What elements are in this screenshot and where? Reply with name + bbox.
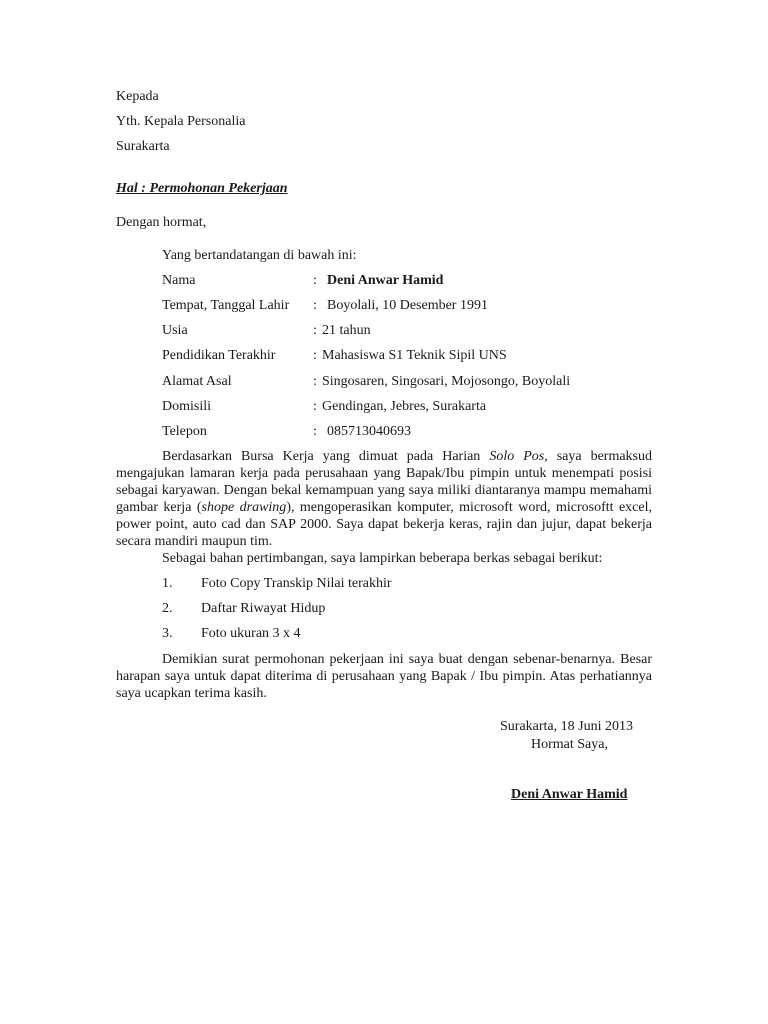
body-text: , saya bermaksud mengajukan lamaran kerja pada perusahaan yang Bapak/Ibu pimpin untuk menempati posisi sebagai karyawan. Dengan bekal kemampuan yang saya miliki diantaranya mampu memahami gambar kerja ( bbox=[116, 449, 652, 515]
identity-value-birth: Boyolali, 10 Desember 1991 bbox=[327, 298, 488, 313]
attachment-item: Foto Copy Transkip Nilai terakhir bbox=[201, 576, 392, 591]
identity-colon: : bbox=[313, 424, 317, 439]
identity-colon: : bbox=[313, 323, 317, 338]
identity-label-age: Usia bbox=[162, 323, 188, 338]
identity-value-education: Mahasiswa S1 Teknik Sipil UNS bbox=[322, 348, 507, 363]
identity-label-domicile: Domisili bbox=[162, 399, 212, 414]
identity-label-phone: Telepon bbox=[162, 424, 207, 439]
identity-colon: : bbox=[313, 273, 317, 288]
identity-value-age: 21 tahun bbox=[322, 323, 371, 338]
attachment-item: Daftar Riwayat Hidup bbox=[201, 601, 326, 616]
identity-value-name: Deni Anwar Hamid bbox=[327, 273, 444, 288]
body-paragraph-2: Sebagai bahan pertimbangan, saya lampirkan beberapa berkas sebagai berikut: bbox=[162, 551, 603, 566]
attachment-number: 1. bbox=[162, 576, 173, 591]
identity-value-origin: Singosaren, Singosari, Mojosongo, Boyolali bbox=[322, 374, 571, 389]
identity-colon: : bbox=[313, 298, 317, 313]
body-skill-term: shope drawing bbox=[201, 500, 287, 515]
identity-label-birth: Tempat, Tanggal Lahir bbox=[162, 298, 290, 313]
identity-value-phone: 085713040693 bbox=[327, 424, 411, 439]
identity-intro: Yang bertandatangan di bawah ini: bbox=[162, 248, 357, 263]
body-paragraph-1 bbox=[116, 448, 652, 550]
signature-place-date: Surakarta, 18 Juni 2013 bbox=[500, 719, 633, 734]
letter-subject: Hal : Permohonan Pekerjaan bbox=[116, 181, 288, 196]
body-text: ), mengoperasikan komputer, microsoft word, microsoftt excel, power point, auto cad dan SAP 2000. Saya dapat bekerja keras, rajin dan jujur, dapat bekerja secara mandiri maupun tim. bbox=[116, 500, 652, 549]
identity-value-domicile: Gendingan, Jebres, Surakarta bbox=[322, 399, 487, 414]
recipient-line-1: Kepada bbox=[116, 89, 159, 104]
body-newspaper-name: Solo Pos bbox=[489, 449, 545, 464]
closing-paragraph: Demikian surat permohonan pekerjaan ini saya buat dengan sebenar-benarnya. Besar harapan saya untuk dapat diterima di perusahaan yang Bapak / Ibu pimpin. Atas perhatiannya saya ucapkan terima kasih. bbox=[116, 652, 652, 701]
signature-regards: Hormat Saya, bbox=[531, 737, 608, 752]
attachment-number: 2. bbox=[162, 601, 173, 616]
identity-colon: : bbox=[313, 348, 317, 363]
identity-colon: : bbox=[313, 374, 317, 389]
identity-label-origin: Alamat Asal bbox=[162, 374, 232, 389]
attachment-item: Foto ukuran 3 x 4 bbox=[201, 626, 301, 641]
attachment-number: 3. bbox=[162, 626, 173, 641]
recipient-line-3: Surakarta bbox=[116, 139, 170, 154]
letter-greeting: Dengan hormat, bbox=[116, 215, 207, 230]
identity-label-education: Pendidikan Terakhir bbox=[162, 348, 276, 363]
signature-name: Deni Anwar Hamid bbox=[511, 787, 628, 802]
recipient-line-2: Yth. Kepala Personalia bbox=[116, 114, 246, 129]
identity-colon: : bbox=[313, 399, 317, 414]
body-text: Berdasarkan Bursa Kerja yang dimuat pada Harian bbox=[162, 449, 490, 464]
identity-label-name: Nama bbox=[162, 273, 196, 288]
